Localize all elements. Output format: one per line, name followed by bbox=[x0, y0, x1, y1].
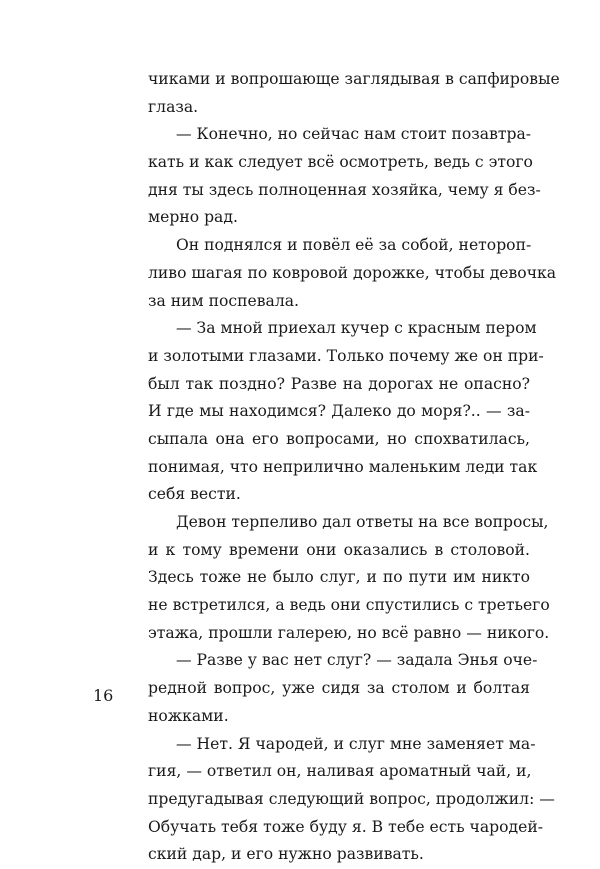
text-line: не встретился, а ведь они спустились с третьего bbox=[148, 596, 550, 615]
text-line: ливо шагая по ковровой дорожке, чтобы девочка bbox=[148, 263, 557, 282]
text-line: ножками. bbox=[148, 706, 229, 725]
text-line: глаза. bbox=[148, 97, 199, 116]
text-line: кать и как следует всё осмотреть, ведь с этого bbox=[148, 153, 533, 172]
text-line: сыпала она его вопросами, но спохватилась, bbox=[148, 429, 530, 448]
text-line: Здесь тоже не было слуг, и по пути им никто bbox=[148, 568, 530, 587]
text-line: гия, — ответил он, наливая ароматный чай, и, bbox=[148, 762, 532, 781]
text-line: дня ты здесь полноценная хозяйка, чему я без- bbox=[148, 180, 541, 199]
body-text bbox=[148, 66, 560, 869]
text-line: редной вопрос, уже сидя за столом и болтая bbox=[148, 679, 530, 698]
text-line: мерно рад. bbox=[148, 208, 238, 227]
text-line: чиками и вопрошающе заглядывая в сапфировые bbox=[148, 70, 560, 88]
text-line: — Конечно, но сейчас нам стоит позавтра- bbox=[176, 125, 532, 144]
text-line: Девон терпеливо дал ответы на все вопросы, bbox=[176, 513, 549, 531]
text-line: Обучать тебя тоже буду я. В тебе есть чародей- bbox=[148, 817, 544, 836]
text-line: — За мной приехал кучер с красным пером bbox=[176, 319, 537, 338]
text-line: этажа, прошли галерею, но всё равно — никого. bbox=[148, 623, 550, 642]
text-line: и золотыми глазами. Только почему же он при- bbox=[148, 346, 544, 365]
text-line: себя вести. bbox=[148, 485, 241, 504]
text-line: ский дар, и его нужно развивать. bbox=[148, 845, 424, 864]
text-line: И где мы находимся? Далеко до моря?.. — за- bbox=[148, 402, 530, 421]
text-line: за ним поспевала. bbox=[148, 291, 300, 310]
text-line: понимая, что неприлично маленьким леди так bbox=[148, 457, 538, 476]
text-line: предугадывая следующий вопрос, продолжил: — bbox=[148, 789, 555, 808]
text-line: был так поздно? Разве на дорогах не опасно? bbox=[148, 374, 530, 393]
page-number: 16 bbox=[93, 686, 114, 705]
text-line: и к тому времени они оказались в столовой. bbox=[148, 540, 530, 559]
text-line: Он поднялся и повёл её за собой, нетороп- bbox=[176, 236, 532, 255]
text-line: — Нет. Я чародей, и слуг мне заменяет ма- bbox=[176, 734, 536, 753]
text-line: — Разве у вас нет слуг? — задала Энья оче- bbox=[176, 651, 538, 670]
